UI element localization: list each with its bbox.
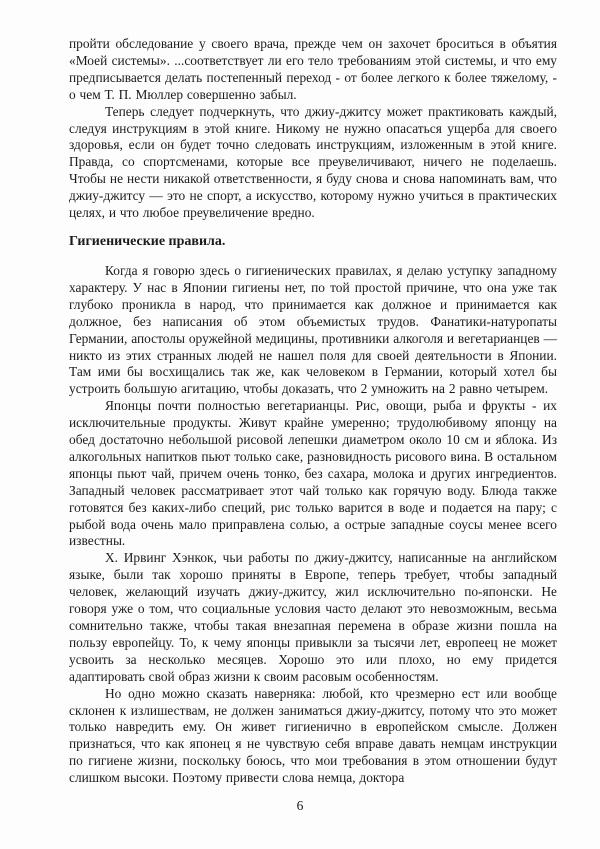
page-number: 6 xyxy=(296,798,304,813)
section-heading: Гигиенические правила. xyxy=(69,233,226,249)
paragraph: Х. Ирвинг Хэнкок, чьи работы по джиу-джитсу, написанные на английском языке, были так хорошо приняты в Европе, теперь требует, чтобы западный человек, желающий изучать джиу-джитсу, жил исключительно по-японски. Не говоря уже о том, что социальные условия часто делают это невозможным, весьма сомнительно также, чтобы такая внезапная перемена в образе жизни пошла на пользу европейцу. То, к чему японцы привыкли за тысячи лет, европеец не может усвоить за несколько месяцев. Хорошо это или плохо, но ему придется адаптировать свой образ жизни к своим расовым особенностям. xyxy=(69,550,557,684)
paragraph: Но одно можно сказать наверняка: любой, кто чрезмерно ест или вообще склонен к излишествам, не должен заниматься джиу-джитсу, потому что это может только навредить ему. Он живет гигиенично в европейском смысле. Должен признаться, что как японец я не чувствую себя вправе давать немцам инструкции по гигиене жизни, поскольку боюсь, что мои требования в этом отношении будут слишком высоки. Поэтому привести слова немца, доктора xyxy=(69,685,557,786)
paragraph: Теперь следует подчеркнуть, что джиу-джитсу может практиковать каждый, следуя инструкциям в этой книге. Никому не нужно опасаться ущерба для своего здоровья, если он будет точно следовать инструкциям, изложенным в этой книге. Правда, со спортсменами, которые все преувеличивают, ничего не поделаешь. Чтобы не нести никакой ответственности, я буду снова и снова напоминать вам, что джиу-джитсу — это не спорт, а искусство, которому нужно учиться в практических целях, и что любое преувеличение вредно. xyxy=(69,103,557,221)
paragraph-continuation: пройти обследование у своего врача, прежде чем он захочет броситься в объятия «Моей системы». ...соответствует ли его тело требованиям этой системы, и что ему предписывается делать постепенный переход - от более легкого к более тяжелому, - о чем Т. П. Мюллер совершенно забыл. xyxy=(69,36,557,102)
text-column xyxy=(69,36,557,787)
paragraph: Японцы почти полностью вегетарианцы. Рис, овощи, рыба и фрукты - их исключительные продукты. Живут крайне умеренно; трудолюбивому японцу на обед достаточно небольшой рисовой лепешки диаметром около 10 см и яблока. Из алкогольных напитков пьют только саке, разновидность рисового вина. В остальном японцы пьют чай, причем очень тонко, без сахара, молока и других ингредиентов. Западный человек рассматривает этот чай только как горячую воду. Блюда также готовятся без каких-либо специй, рис только варится в воде и подается на пару; с рыбой вода очень мало приправлена солью, а острые западные соусы менее всего известны. xyxy=(69,398,557,549)
paragraph: Когда я говорю здесь о гигиенических правилах, я делаю уступку западному характеру. У нас в Японии гигиены нет, по той простой причине, что она уже так глубоко проникла в народ, что принимается как должное и принимается как должное, без написания об этом объемистых трудов. Фанатики-натуропаты Германии, апостолы оружейной медицины, противники алкоголя и вегетарианцев — никто из этих странных людей не нашел поля для своей деятельности в Японии. Там ими бы восхищались так же, как человеком в Германии, который хотел бы устроить большую агитацию, чтобы доказать, что 2 умножить на 2 равно четырем. xyxy=(69,262,557,397)
